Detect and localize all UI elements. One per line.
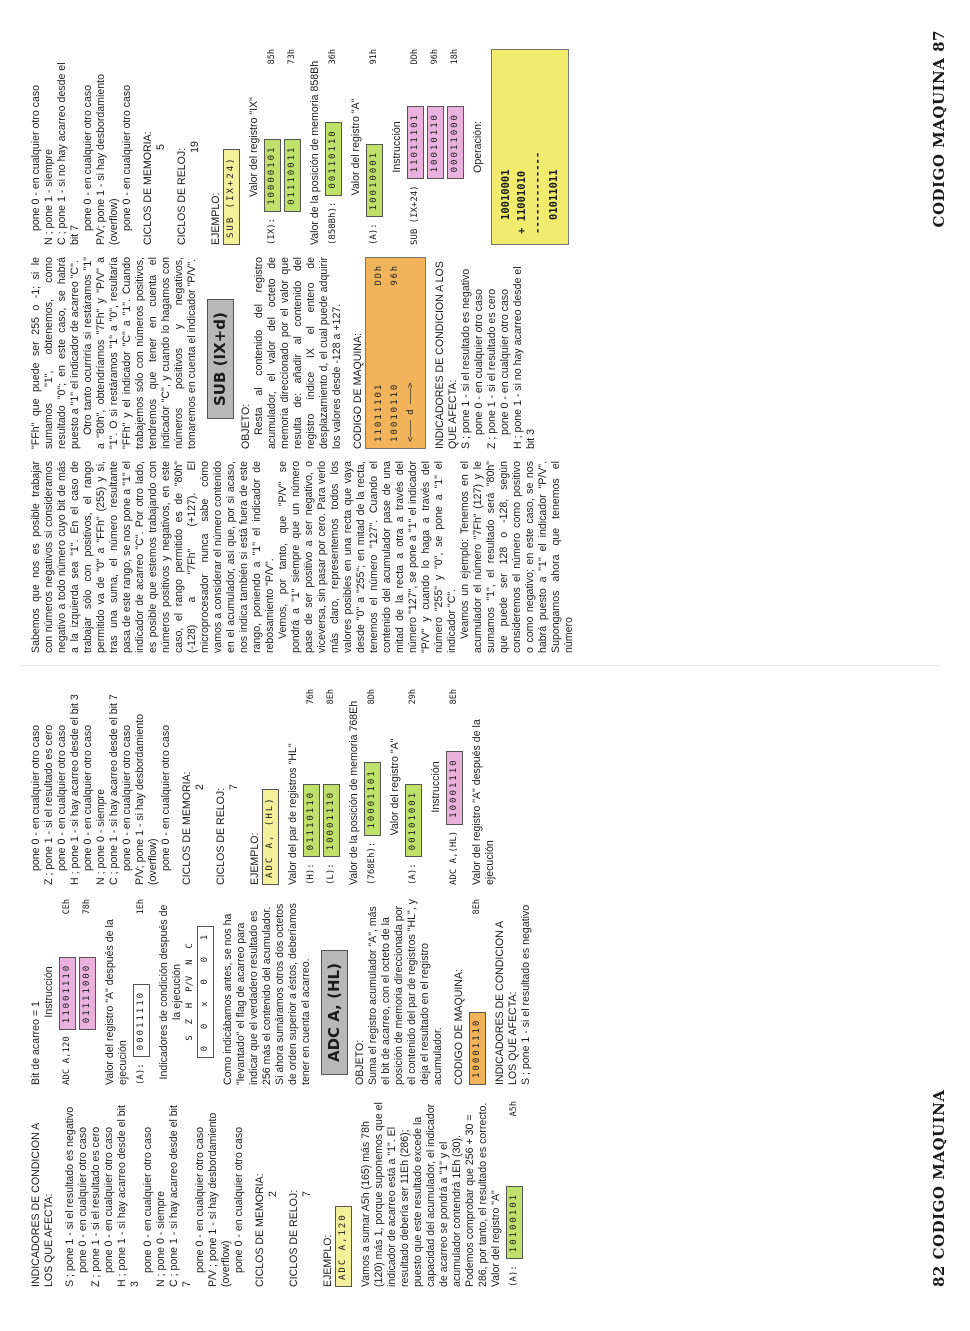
after-a-bits: 00011110 xyxy=(133,984,150,1057)
machine-code-bits: 10001110 xyxy=(469,1012,486,1085)
sub-bits-1: 11011101 xyxy=(407,106,424,179)
ix-bits-1: 10000101 xyxy=(264,139,281,212)
example-label-3: EJEMPLO: xyxy=(249,832,261,885)
mem-pos-label: Valor de la posición de memoria 768Eh xyxy=(348,700,360,885)
clock-cycles-label-87: CICLOS DE RELOJ: xyxy=(176,147,188,245)
mem-bits-87: 00110110 xyxy=(325,122,342,195)
memory-cycles-label: CICLOS DE MEMORIA: xyxy=(254,1173,266,1287)
adc-row-2 xyxy=(79,899,96,1085)
flag-pv-zero: pone 0 - en cualquier otro caso xyxy=(233,1126,245,1273)
machine-code-label-87: CODIGO DE MAQUINA: xyxy=(352,333,364,449)
p82-column-1 xyxy=(30,1101,526,1287)
flag-z-zero: pone 0 - en cualquier otro caso xyxy=(103,1126,115,1273)
flag-n: N ; pone 0 - siempre xyxy=(155,1191,167,1287)
flag-h-3: H ; pone 1 - si hay acarreo desde el bit 3 xyxy=(69,694,81,885)
a-row-87 xyxy=(366,49,383,245)
register-a-tag: (A): xyxy=(509,1265,519,1287)
a-row-3 xyxy=(405,689,422,885)
operation-label: Operación: xyxy=(472,121,484,173)
flag-h-zero-3: pone 0 - en cualquier otro caso xyxy=(82,724,94,871)
flag-n-87: N ; pone 1 - siempre xyxy=(43,149,55,245)
example-instruction-3: ADC A, (HL) xyxy=(262,789,279,885)
sub-hex-2: 96h xyxy=(430,49,440,65)
adc-bits-2: 01111000 xyxy=(79,957,96,1030)
sub-bits-2: 10010110 xyxy=(427,106,444,179)
flag-z-3: Z ; pone 1 - si el resultado es cero xyxy=(43,724,55,885)
example-label-87: EJEMPLO: xyxy=(210,192,222,245)
clock-cycles-value: 7 xyxy=(301,1191,313,1197)
a-hex-3: 29h xyxy=(408,689,418,705)
adc-tag: ADC A,120 xyxy=(62,1036,72,1085)
flags-heading: INDICADORES DE CONDICION A LOS QUE AFECTA: xyxy=(30,1123,55,1287)
objective-label-87: OBJETO: xyxy=(240,403,252,449)
flag-h: H ; pone 1 - si hay acarreo desde el bit 3 xyxy=(116,1105,141,1287)
example-intro-paragraph: Veamos un ejemplo: Tenemos en el acumulador el número "7Fh" (127) y le sumamos "1", el resultado será "80h" que puede ser 128 o -128, según consideremos el número como positivo o como negativo; en este caso, se nos habrá puesto a "1" el indicador "P/V". Supongamos ahora que tenemos el número xyxy=(459,461,575,653)
a-tag-87: (A): xyxy=(369,223,379,245)
mem-tag-87: (858Bh): xyxy=(328,201,338,245)
flag-s-2: S ; pone 1 - si el resultado es negativo xyxy=(520,904,532,1085)
hl-label: Valor del par de registros "HL" xyxy=(287,743,299,885)
clock-cycles-value-3: 7 xyxy=(228,784,240,790)
clock-cycles-value-87: 19 xyxy=(189,141,201,153)
h-bits: 01110110 xyxy=(303,784,320,857)
after-a-hex: 1Eh xyxy=(136,899,146,915)
flag-h-zero: pone 0 - en cualquier otro caso xyxy=(142,1126,154,1273)
l-bits: 10001110 xyxy=(323,784,340,857)
subtract-paragraph: Otro tanto ocurriría si restáramos "1" a "80h", obtendríamos "7Fh" y "P/V" a "1". O si restáramos "1" a "0", resultaría "FFh" y el indicador "C" a "1". Cuando trabajemos sólo con números positivos, tendremos que tener en cuenta el indicador "C", y cuando lo hagamos con números positivos y negativos, tomaremos en cuenta el indicador "P/V". xyxy=(82,257,198,449)
adc-hex-1: CEh xyxy=(62,899,72,915)
range-paragraph: Sabemos que nos es posible trabajar con números negativos si consideramos negativo a todo número cuyo bit de más a la izquierda sea "1". En el caso de trabajar sólo con positivos, el rango permitido va de "0" a "FFh" (255) y si, tras una suma, el número resultante pasa de este rango, se nos pone a "1" el indicador de acarreo "C". Por otro lado, es posible que estemos trabajando con números positivos y negativos, en este caso, el rango permitido es de "80h" (-128) a "7Fh" (+127). El microprocesador nunca sabe cómo vamos a considerar el número contenido en el acumulador, así que, por si acaso, nos indica también si está fuera de este rango, poniendo a "1" el indicador de rebosamiento "P/V". xyxy=(30,461,276,653)
adc-row-1 xyxy=(59,899,76,1085)
mem-hex-87: 36h xyxy=(328,49,338,65)
sub-row-2 xyxy=(427,49,444,245)
sub-row-1 xyxy=(407,49,424,245)
example-label: EJEMPLO: xyxy=(322,1234,334,1287)
flag-s-87: S ; pone 1 - si el resultado es negativo xyxy=(460,268,472,449)
p87-column-3 xyxy=(30,49,569,245)
a-label-87: Valor del registro "A" xyxy=(350,98,362,196)
flag-s-zero-3: pone 0 - en cualquier otro caso xyxy=(30,724,42,871)
section-title-sub-ix: SUB (IX+d) xyxy=(207,299,234,419)
example-paragraph: Vamos a sumar A5h (165) más 78h (120) más 1, porque suponemos que el indicador de acarreo está a "1". El resultado debería ser 11Eh (286); puesto que este resultado excede la capacidad del acumulador, el indicador de acarreo se pondrá a "1" y el acumulador contendrá 1Eh (30). Podemos comprobar que 256 + 30 = 286, por tanto, el resultado es correcto. xyxy=(360,1102,489,1287)
operation-box xyxy=(491,49,569,245)
mc-bits-1: 11011101 xyxy=(374,382,384,442)
example-instruction: ADC A,120 xyxy=(335,1206,352,1287)
mc-row-1 xyxy=(373,264,386,442)
clock-cycles-label: CICLOS DE RELOJ: xyxy=(288,1189,300,1287)
mc-hex-1: DDh xyxy=(374,264,384,286)
flag-pv-zero-87: pone 0 - en cualquier otro caso xyxy=(121,84,133,231)
h-hex: 76h xyxy=(306,689,316,705)
memory-cycles-label-3: CICLOS DE MEMORIA: xyxy=(181,771,193,885)
after-a-tag: (A): xyxy=(136,1063,146,1085)
ix-label: Valor del registro "IX" xyxy=(248,97,260,197)
mc-row-2 xyxy=(389,264,402,442)
example-instruction-87: SUB (IX+24) xyxy=(223,149,240,245)
p87-column-1 xyxy=(30,461,576,653)
adc-hl-tag: ADC A,(HL) xyxy=(449,830,459,885)
flag-c-3: C ; pone 1 - si hay acarreo desde el bit 7 xyxy=(108,694,120,885)
objective-text-87: Resta al contenido del registro acumulador, el valor del octeto de memoria direccionado por el valor que resulta de: añadir al contenido del registro índice IX el entero de desplazamiento d, el cual puede adquirir los valores desde -128 a +127. xyxy=(253,257,343,449)
after-exec-label: Valor del registro "A" después de la ejecución xyxy=(104,919,129,1085)
machine-code-label: CODIGO DE MAQUINA: xyxy=(453,969,465,1085)
footer-page-82: 82 CODIGO MAQUINA xyxy=(930,1089,948,1287)
ix-hex-2: 73h xyxy=(287,49,297,65)
footer-page-87: CODIGO MAQUINA 87 xyxy=(930,30,948,228)
adc-hex-2: 78h xyxy=(82,899,92,915)
ix-row-1 xyxy=(264,49,281,245)
flag-z-87: Z ; pone 1 - si el resultado es cero xyxy=(486,288,498,449)
p82-column-2 xyxy=(30,899,533,1085)
flag-names: S Z H P/V N C xyxy=(185,943,195,1041)
page-gutter xyxy=(20,665,940,666)
mem-tag: (768Eh): xyxy=(367,841,377,885)
l-tag: (L): xyxy=(326,863,336,885)
register-a-bits: 10100101 xyxy=(506,1186,523,1259)
memory-cycles-value-3: 2 xyxy=(194,784,206,790)
operation-result: 01011011 xyxy=(548,169,560,220)
sub-bits-3: 00011000 xyxy=(447,106,464,179)
adc-bits-1: 11001110 xyxy=(59,957,76,1030)
flag-c-87: C ; pone 1 - si no hay acarreo desde el bit 7 xyxy=(56,62,81,245)
operation-rule: ------------- xyxy=(532,151,544,234)
flag-h-zero-87: pone 0 - en cualquier otro caso xyxy=(30,84,42,231)
a-bits-3: 00101001 xyxy=(405,784,422,857)
mem-pos-label-87: Valor de la posición de memoria 858Bh xyxy=(309,60,321,245)
mem-row xyxy=(364,689,381,885)
mem-row-87 xyxy=(325,49,342,245)
flag-s-zero-87: pone 0 - en cualquier otro caso xyxy=(473,288,485,435)
adc-hl-row xyxy=(446,689,463,885)
pv-paragraph: Vemos, por tanto, que "P/V" se pondrá a "1" siempre que un número pase de ser positivo a ser negativo, o viceversa, sin pasar por cero. Para verlo más claro, representemos todos los valores posibles en una recta que vaya desde "0" a "255"; en mitad de la recta, tenemos el número "127". Cuando el contenido del acumulador pase de una mitad de la recta a otra a través del número "127", se pone a "1" el indicador "P/V" y cuando lo haga a través del número "255" y "0", se pone a "1" el indicador "C". xyxy=(277,461,458,653)
memory-cycles-value-87: 5 xyxy=(155,144,167,150)
flag-z: Z ; pone 1 - si el resultado es cero xyxy=(90,1126,102,1287)
section-title-adc-hl: ADC A, (HL) xyxy=(321,950,348,1075)
a-bits-87: 10010001 xyxy=(366,144,383,217)
sub-row-3 xyxy=(447,49,464,245)
p82-column-3 xyxy=(30,689,497,885)
mc-row-3 xyxy=(405,264,418,442)
flag-z-zero-87: pone 0 - en cualquier otro caso xyxy=(499,288,511,435)
explain-paragraph: Como indicábamos antes, se nos ha "levantado" el flag de acarreo para indicar que el verdadero resultado es 256 más el contenido del acumulador. Si ahora sumáramos otros dos octetos de orden superior a éstos, deberíamos tener en cuenta el acarreo. xyxy=(222,903,312,1085)
sub-hex-3: 18h xyxy=(450,49,460,65)
flags-heading-87: INDICADORES DE CONDICION A LOS QUE AFECTA: xyxy=(434,261,459,449)
ix-bits-2: 01110011 xyxy=(284,139,301,212)
mem-bits: 10001101 xyxy=(364,762,381,835)
operation-operand-2: + 11001010 xyxy=(516,170,528,234)
after-exec-label-3: Valor del registro "A" después de la ejecución xyxy=(471,719,496,885)
instruction-label-87: Instrucción xyxy=(391,121,403,173)
carry-bit: Bit de acarreo = 1 xyxy=(30,1001,42,1085)
a-label-3: Valor del registro "A" xyxy=(389,738,401,836)
ix-row-2 xyxy=(284,49,301,245)
flag-pv-zero-3: pone 0 - en cualquier otro caso xyxy=(160,724,172,871)
flag-s: S ; pone 1 - si el resultado es negativo xyxy=(64,1106,76,1287)
clock-cycles-label-3: CICLOS DE RELOJ: xyxy=(215,787,227,885)
sub-hex-1: DDh xyxy=(410,49,420,65)
flag-c-zero-3: pone 0 - en cualquier otro caso xyxy=(121,724,133,871)
mem-hex: 8Dh xyxy=(367,689,377,705)
flag-h-87: H ; pone 1 - si no hay acarreo desde el bit 3 xyxy=(512,266,537,449)
flags-heading-2: INDICADORES DE CONDICION A LOS QUE AFECTA: xyxy=(494,921,519,1085)
after-a-row xyxy=(133,899,150,1085)
register-a-hex: A5h xyxy=(509,1101,519,1117)
mc-displacement: <——— d ———> xyxy=(406,382,416,442)
flag-z-zero-3: pone 0 - en cualquier otro caso xyxy=(56,724,68,871)
flag-c: C ; pone 1 - si hay acarreo desde el bit 7 xyxy=(168,1105,193,1287)
adc-hl-bits: 10001110 xyxy=(446,751,463,824)
page-82 xyxy=(0,666,970,1331)
page-87 xyxy=(0,0,970,665)
instruction-label: Instrucción xyxy=(43,966,55,1018)
memory-cycles-label-87: CICLOS DE MEMORIA: xyxy=(142,131,154,245)
objective-label: OBJETO: xyxy=(354,1039,366,1085)
flag-values: 0 0 x 0 0 1 xyxy=(197,926,214,1059)
flag-c-zero-87: pone 0 - en cualquier otro caso xyxy=(82,84,94,231)
h-row xyxy=(303,689,320,885)
flag-c-zero: pone 0 - en cualquier otro caso xyxy=(194,1126,206,1273)
sub-tag: SUB (IX+24) xyxy=(410,185,420,245)
mc-bits-2: 10010110 xyxy=(390,382,400,442)
operation-operand-1: 10010001 xyxy=(500,169,512,220)
mc-hex-2: 96h xyxy=(390,264,400,286)
l-hex: 8Eh xyxy=(326,689,336,705)
h-tag: (H): xyxy=(306,863,316,885)
flag-pv-87: P/V; pone 1 - si hay desbordamiento (overflow) xyxy=(95,74,120,245)
adc-hl-hex: 8Eh xyxy=(449,689,459,705)
instruction-label-3: Instrucción xyxy=(430,761,442,813)
ix-hex-1: 85h xyxy=(267,49,277,65)
ffh-paragraph: "FFh" que puede ser 255 o -1; si le sumamos "1", obtenemos, como resultado "0"; en este caso, se habrá puesto a "1" el indicador de acarreo "C". xyxy=(30,257,81,449)
machine-code-row xyxy=(469,899,486,1085)
a-tag-3: (A): xyxy=(408,863,418,885)
flags-after-label: Indicadores de condición después de la ejecución xyxy=(158,904,183,1080)
flag-n-3: N ; pone 0 - siempre xyxy=(95,789,107,885)
register-a-row xyxy=(506,1101,523,1287)
machine-code-block xyxy=(365,257,426,449)
machine-code-hex: 8Eh xyxy=(472,899,482,915)
flag-pv: P/V ; pone 1 - si hay desbordamiento (overflow) xyxy=(207,1112,232,1287)
l-row xyxy=(323,689,340,885)
objective-text: Suma el registro acumulador "A", más el bit de acarreo, con el octeto de la posición de memoria direccionada por el contenido del par de registros "HL", y deja el resultado en el registro acumulador. xyxy=(367,899,444,1085)
p87-column-2 xyxy=(30,257,538,449)
ix-tag: (IX): xyxy=(267,217,277,245)
flag-pv-3: P/V; pone 1 - si hay desbordamiento (overflow) xyxy=(134,714,159,885)
flag-s-zero: pone 0 - en cualquier otro caso xyxy=(77,1126,89,1273)
memory-cycles-value: 2 xyxy=(267,1191,279,1197)
register-a-label: Valor del registro "A" xyxy=(490,1190,502,1287)
a-hex-87: 91h xyxy=(369,49,379,65)
